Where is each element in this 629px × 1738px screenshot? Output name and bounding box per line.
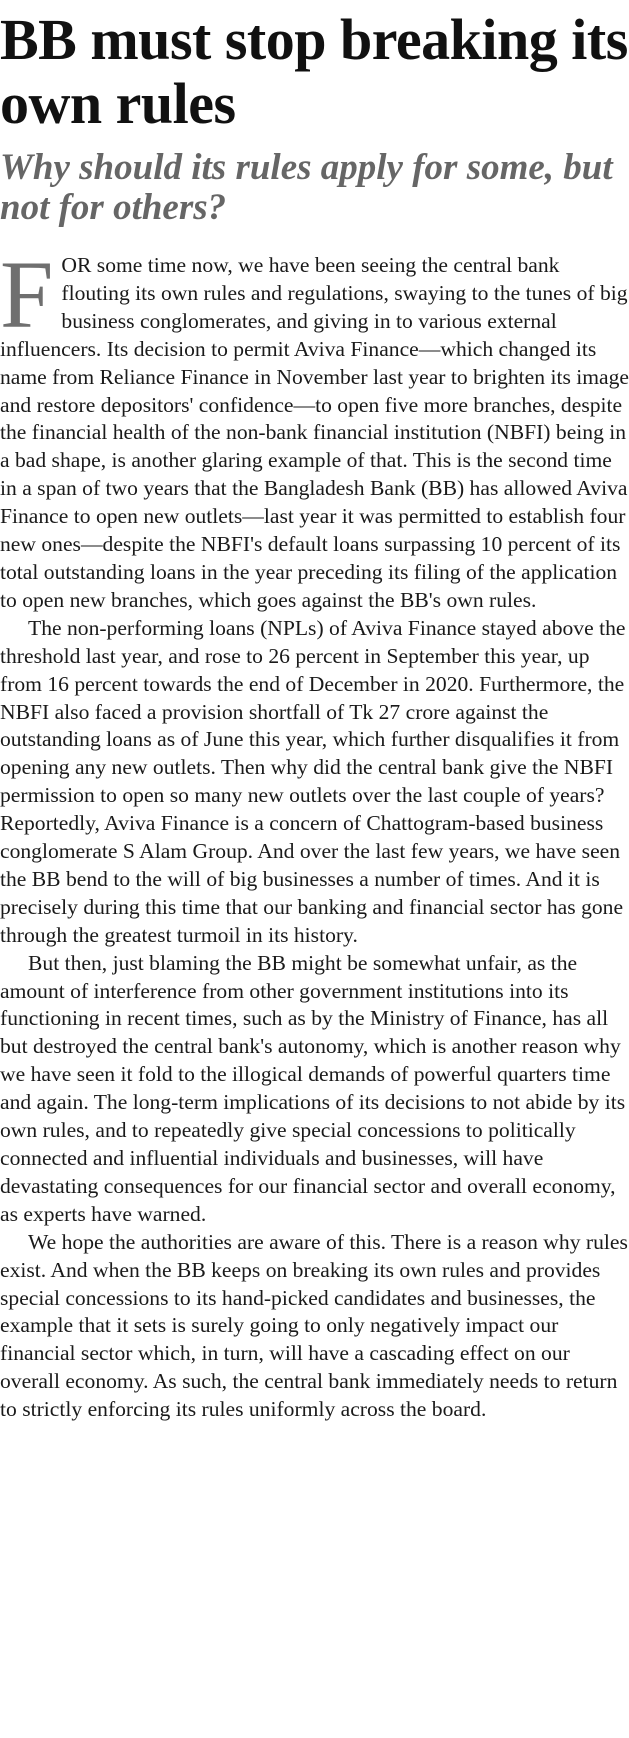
headline: BB must stop breaking its own rules <box>0 7 628 136</box>
paragraph-1 <box>0 241 629 615</box>
paragraph-3: But then, just blaming the BB might be somewhat unfair, as the amount of interference from other government institutions into its functioning in recent times, such as by the Ministry of Finance, has all but destroyed the central bank's autonomy, which is another reason why we have seen it fold to the illogical demands of powerful quarters time and again. The long-term implications of its decisions to not abide by its own rules, and to repeatedly give special concessions to politically connected and influential individuals and businesses, will have devastating consequences for our financial sector and overall economy, as experts have warned. <box>0 950 626 1226</box>
paragraph-1-text: OR some time now, we have been seeing the central bank flouting its own rules and regulations, swaying to the tunes of big business conglomerates, and giving in to various external influencers. Its decision to permit Aviva Finance—which changed its name from Reliance Finance in November last year to brighten its image and restore depositors' confidence—to open five more branches, despite the financial health of the non-bank financial institution (NBFI) being in a bad shape, is another glaring example of that. This is the second time in a span of two years that the Bangladesh Bank (BB) has allowed Aviva Finance to open new outlets—last year it was permitted to establish four new ones—despite the NBFI's default loans surpassing 10 percent of its total outstanding loans in the year preceding its filing of the application to open new branches, which goes against the BB's own rules. <box>0 253 629 612</box>
paragraph-2: The non-performing loans (NPLs) of Aviva Finance stayed above the threshold last year, and rose to 26 percent in September this year, up from 16 percent towards the end of December in 2020. Furthermore, the NBFI also faced a provision shortfall of Tk 27 crore against the outstanding loans as of June this year, which further disqualifies it from opening any new outlets. Then why did the central bank give the NBFI permission to open so many new outlets over the last couple of years? Reportedly, Aviva Finance is a concern of Chattogram-based business conglomerate S Alam Group. And over the last few years, we have seen the BB bend to the will of big businesses a number of times. And it is precisely during this time that our banking and financial sector has gone through the greatest turmoil in its history. <box>0 615 626 947</box>
article-body <box>0 241 629 1424</box>
drop-cap: F <box>0 241 54 348</box>
paragraph-4: We hope the authorities are aware of this. There is a reason why rules exist. And when the BB keeps on breaking its own rules and provides special concessions to its hand-picked candidates and businesses, the example that it sets is surely going to only negatively impact our financial sector which, in turn, will have a cascading effect on our overall economy. As such, the central bank immediately needs to return to strictly enforcing its rules uniformly across the board. <box>0 1229 628 1422</box>
subheadline: Why should its rules apply for some, but not for others? <box>0 147 613 228</box>
